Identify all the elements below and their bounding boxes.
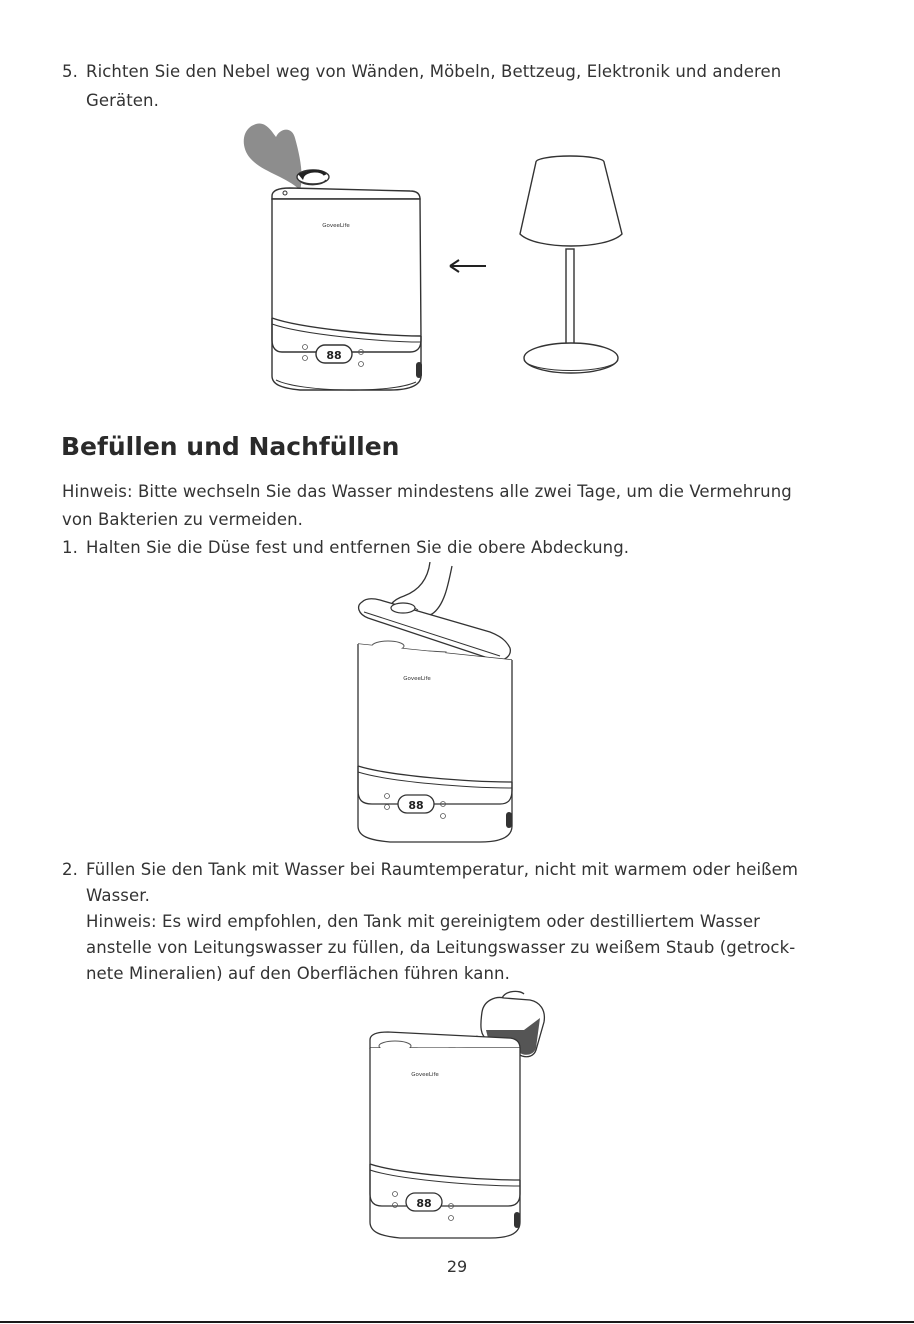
fill-tank-illustration bbox=[362, 990, 552, 1240]
svg-text:GoveeLife: GoveeLife bbox=[403, 676, 431, 682]
section-note-line-1: Hinweis: Bitte wechseln Sie das Wasser mindestens alle zwei Tage, um die Vermehrung bbox=[62, 482, 792, 501]
step-1-text: Halten Sie die Düse fest und entfernen Sie die obere Abdeckung. bbox=[86, 538, 630, 557]
humidifier-lamp-illustration bbox=[236, 118, 636, 400]
humidifier-body bbox=[272, 199, 421, 352]
svg-text:88: 88 bbox=[408, 799, 424, 812]
step-2-note-line-1: Hinweis: Es wird empfohlen, den Tank mit gereinigtem oder destilliertem Wasser bbox=[86, 912, 760, 931]
section-title: Befüllen und Nachfüllen bbox=[61, 432, 400, 461]
step-2-note-line-2: anstelle von Leitungswasser zu füllen, da Leitungswasser zu weißem Staub (getrock- bbox=[86, 938, 796, 957]
remove-cover-illustration bbox=[352, 562, 522, 848]
step-5-number: 5. bbox=[62, 62, 78, 81]
left-arrow-icon bbox=[450, 260, 486, 272]
step-1-number: 1. bbox=[62, 538, 78, 557]
section-note-line-2: von Bakterien zu vermeiden. bbox=[62, 510, 303, 529]
step-2-text-line-2: Wasser. bbox=[86, 886, 150, 905]
step-2-text-line-1: Füllen Sie den Tank mit Wasser bei Raumtemperatur, nicht mit warmem oder heißem bbox=[86, 860, 799, 879]
lamp-icon bbox=[520, 156, 622, 373]
svg-text:GoveeLife: GoveeLife bbox=[411, 1072, 439, 1078]
svg-text:88: 88 bbox=[326, 349, 342, 362]
page-number: 29 bbox=[446, 1257, 468, 1276]
step-5-text-line-2: Geräten. bbox=[86, 91, 159, 110]
device-brand-logo: GoveeLife bbox=[322, 223, 350, 229]
step-2-note-line-3: nete Mineralien) auf den Oberflächen führen kann. bbox=[86, 964, 510, 983]
step-5-text-line-1: Richten Sie den Nebel weg von Wänden, Möbeln, Bettzeug, Elektronik und anderen bbox=[86, 62, 782, 81]
mist-plume-icon bbox=[244, 123, 302, 190]
svg-text:88: 88 bbox=[416, 1197, 432, 1210]
step-2-number: 2. bbox=[62, 860, 78, 879]
bottom-rule bbox=[0, 1321, 914, 1323]
